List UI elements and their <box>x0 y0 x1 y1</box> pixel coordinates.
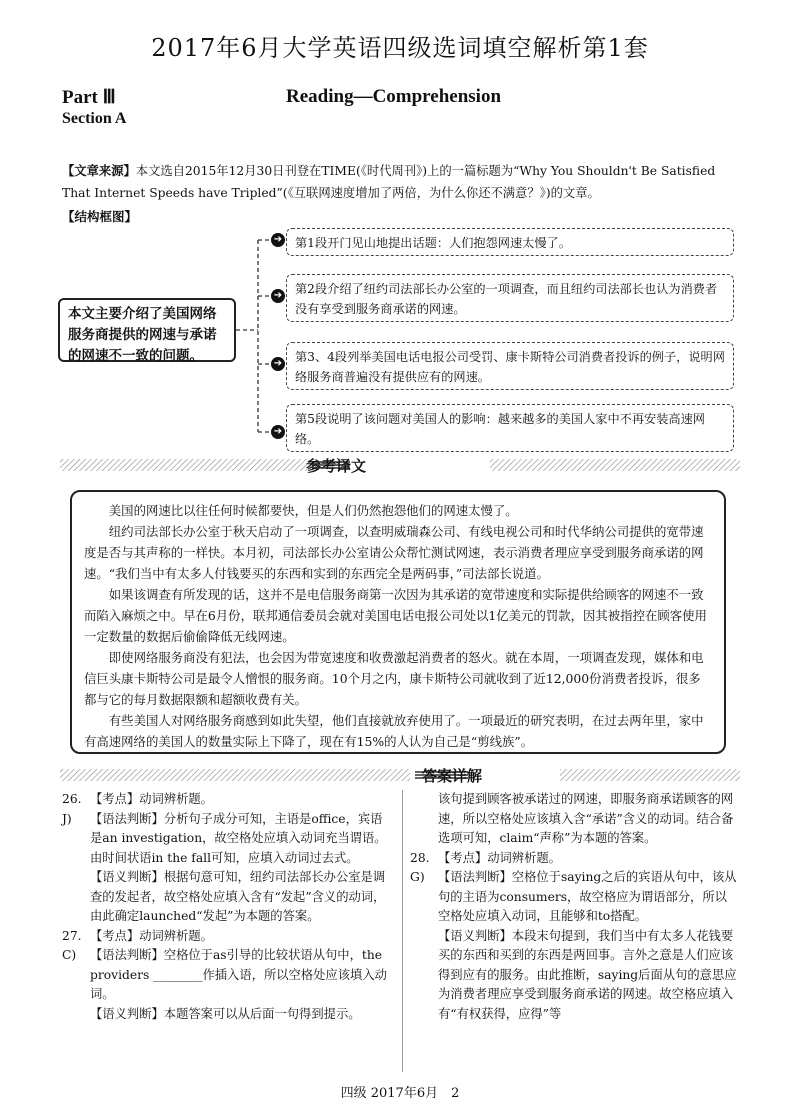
column-divider <box>402 790 403 1072</box>
translation-heading: 参考译文 <box>306 457 367 475</box>
translation-paragraph-4: 即使网络服务商没有犯法，也会因为带宽速度和收费激起消费者的怒火。就在本周，一项调查发现，媒体和电信巨头康卡斯特公司是最令人憎恨的服务商。10个月之内，康卡斯特公司就收到了近12,000份消费者投诉，很多都与它的每月数据限额和超额收费有关。 <box>84 650 704 707</box>
source-label: 【文章来源】 <box>62 163 136 178</box>
arrow-right-icon: ➔ <box>271 289 285 303</box>
arrow-right-icon: ➔ <box>271 357 285 371</box>
answer-item: 【语义判断】本段末句提到，我们当中有太多人花钱要买的东西和买到的东西是两回事。言外之意是人们应该得到应有的服务。由此推断，saying后面从句的意思应为消费者理应享受到服务商承诺的网速。故空格应填入有“有权获得，应得”等 <box>438 928 737 1021</box>
translation-paragraph-1: 美国的网速比以往任何时候都要快，但是人们仍然抱怨他们的网速太慢了。 <box>108 503 518 518</box>
answer-item: C) 【语法判断】空格位于as引导的比较状语从句中，the providers ________作插入语，所以空格处应该填入动词。 <box>62 948 387 1001</box>
structure-node-3: 第3、4段列举美国电话电报公司受罚、康卡斯特公司消费者投诉的例子，说明网络服务商普遍没有提供应有的网速。 <box>286 342 734 390</box>
answer-item: J) 【语法判断】分析句子成分可知，主语是office，宾语是an investigation，故空格处应填入动词充当谓语。由时间状语in the fall可知，应填入动词过去式。 <box>62 811 387 865</box>
page-title: 2017年6月大学英语四级选词填空解析第1套 <box>151 34 649 62</box>
translation-paragraph-5: 有些美国人对网络服务商感到如此失望，他们直接就放弃使用了。一项最近的研究表明，在过去两年里，家中有高速网络的美国人的数量实际上下降了，现在有15%的人认为自己是“剪线族”。 <box>84 713 704 749</box>
translation-banner <box>60 456 740 474</box>
structure-node-1: 第1段开门见山地提出话题：人们抱怨网速太慢了。 <box>286 228 734 256</box>
answers-heading: 答案详解 <box>422 767 483 785</box>
answer-item: 【语义判断】本题答案可以从后面一句得到提示。 <box>90 1006 361 1021</box>
answers-right-column <box>410 790 738 1024</box>
translation-paragraph-3: 如果该调查有所发现的话，这并不是电信服务商第一次因为其承诺的宽带速度和实际提供给顾客的网速不一致而陷入麻烦之中。早在6月份，联邦通信委员会就对美国电话电报公司处以1亿美元的罚款，因其被指控在顾客使用一定数量的数据后偷偷降低无线网速。 <box>84 587 707 644</box>
structure-node-2: 第2段介绍了纽约司法部长办公室的一项调查，而且纽约司法部长也认为消费者没有享受到服务商承诺的网速。 <box>286 274 734 322</box>
structure-label: 【结构框图】 <box>62 209 138 224</box>
answer-item: 26. 【考点】动词辨析题。 <box>62 792 213 806</box>
source-text: 本文选自2015年12月30日刊登在TIME(《时代周刊》)上的一篇标题为“Why You Shouldn't Be Satisfied That Internet Speeds have Tripled”(《互联网速度增加了两倍，为什么你还不满意？》)的文章。 <box>62 164 716 200</box>
translation-paragraph-2: 纽约司法部长办公室于秋天启动了一项调查，以查明威瑞森公司、有线电视公司和时代华纳公司提供的宽带速度是否与其声称的一样快。本月初，司法部长办公室请公众帮忙测试网速，表示消费者理应享受到服务商承诺的网速。“我们当中有太多人付钱要买的东西和实到的东西完全是两码事，”司法部长说道。 <box>84 524 704 581</box>
structure-node-4: 第5段说明了该问题对美国人的影响：越来越多的美国人家中不再安装高速网络。 <box>286 404 734 452</box>
answer-item: 该句提到顾客被承诺过的网速，即服务商承诺顾客的网速，所以空格处应该填入含“承诺”含义的动词。结合备选项可知，claim“声称”为本题的答案。 <box>438 792 734 845</box>
part-title: Reading—Comprehension <box>286 86 502 107</box>
arrow-right-icon: ➔ <box>271 425 285 439</box>
arrow-right-icon: ➔ <box>271 233 285 247</box>
answers-left-column <box>62 790 390 1024</box>
translation-box <box>70 490 726 754</box>
answer-item: G) 【语法判断】空格位于saying之后的宾语从句中，该从句的主语为consumers，故空格应为谓语部分，所以空格处应填入动词，且能够和to搭配。 <box>410 870 737 923</box>
answer-item: 【语义判断】根据句意可知，纽约司法部长办公室是调查的发起者，故空格处应填入含有“发起”含义的动词，由此确定launched“发起”为本题的答案。 <box>90 870 386 923</box>
structure-summary: 本文主要介绍了美国网络服务商提供的网速与承诺的网速不一致的问题。 <box>58 298 236 362</box>
page-footer: 四级 2017年6月 2 <box>340 1086 460 1101</box>
part-label: Part Ⅲ <box>62 87 116 108</box>
answer-item: 27. 【考点】动词辨析题。 <box>62 928 213 943</box>
answer-item: 28. 【考点】动词辨析题。 <box>410 850 561 865</box>
section-label: Section A <box>62 110 127 127</box>
answers-banner <box>60 766 740 784</box>
